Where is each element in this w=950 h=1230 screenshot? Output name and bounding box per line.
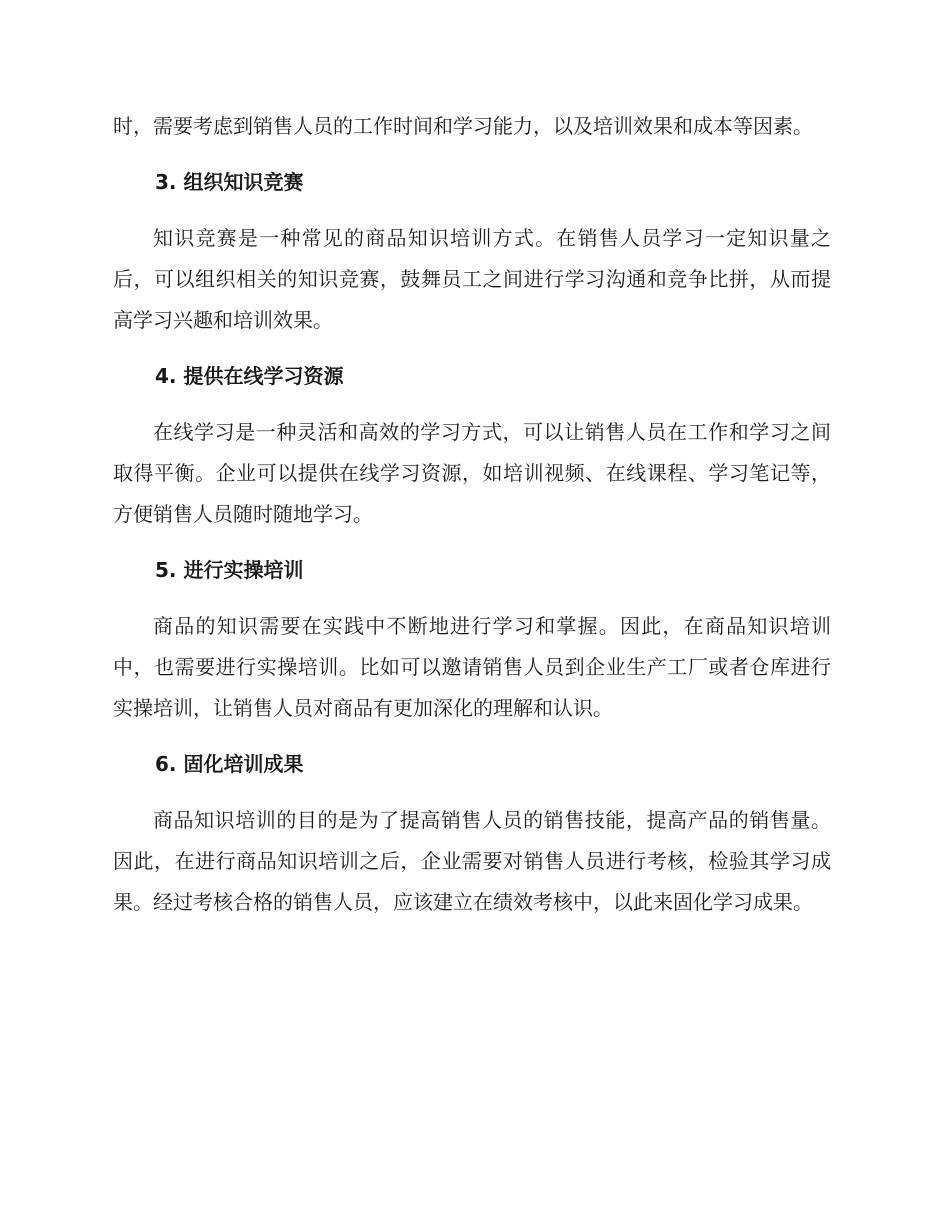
paragraph-practical-training: 商品的知识需要在实践中不断地进行学习和掌握。因此，在商品知识培训中，也需要进行实操培训。比如可以邀请销售人员到企业生产工厂或者仓库进行实操培训，让销售人员对商品有更加深化的理解和认识。 — [113, 614, 831, 720]
section-heading-6: 6. 固化培训成果 — [155, 752, 304, 776]
paragraph-online-learning: 在线学习是一种灵活和高效的学习方式，可以让销售人员在工作和学习之间取得平衡。企业可以提供在线学习资源，如培训视频、在线课程、学习笔记等，方便销售人员随时随地学习。 — [113, 420, 831, 526]
section-heading-3: 3. 组织知识竞赛 — [155, 170, 304, 194]
document-page — [113, 106, 831, 923]
paragraph-consolidate-results: 商品知识培训的目的是为了提高销售人员的销售技能，提高产品的销售量。因此，在进行商品知识培训之后，企业需要对销售人员进行考核，检验其学习成果。经过考核合格的销售人员，应该建立在绩效考核中，以此来固化学习成果。 — [113, 808, 831, 914]
section-heading-4: 4. 提供在线学习资源 — [155, 364, 344, 388]
paragraph-continuation: 时，需要考虑到销售人员的工作时间和学习能力，以及培训效果和成本等因素。 — [113, 114, 813, 138]
paragraph-knowledge-contest: 知识竞赛是一种常见的商品知识培训方式。在销售人员学习一定知识量之后，可以组织相关的知识竞赛，鼓舞员工之间进行学习沟通和竞争比拼，从而提高学习兴趣和培训效果。 — [113, 226, 831, 332]
section-heading-5: 5. 进行实操培训 — [155, 558, 304, 582]
